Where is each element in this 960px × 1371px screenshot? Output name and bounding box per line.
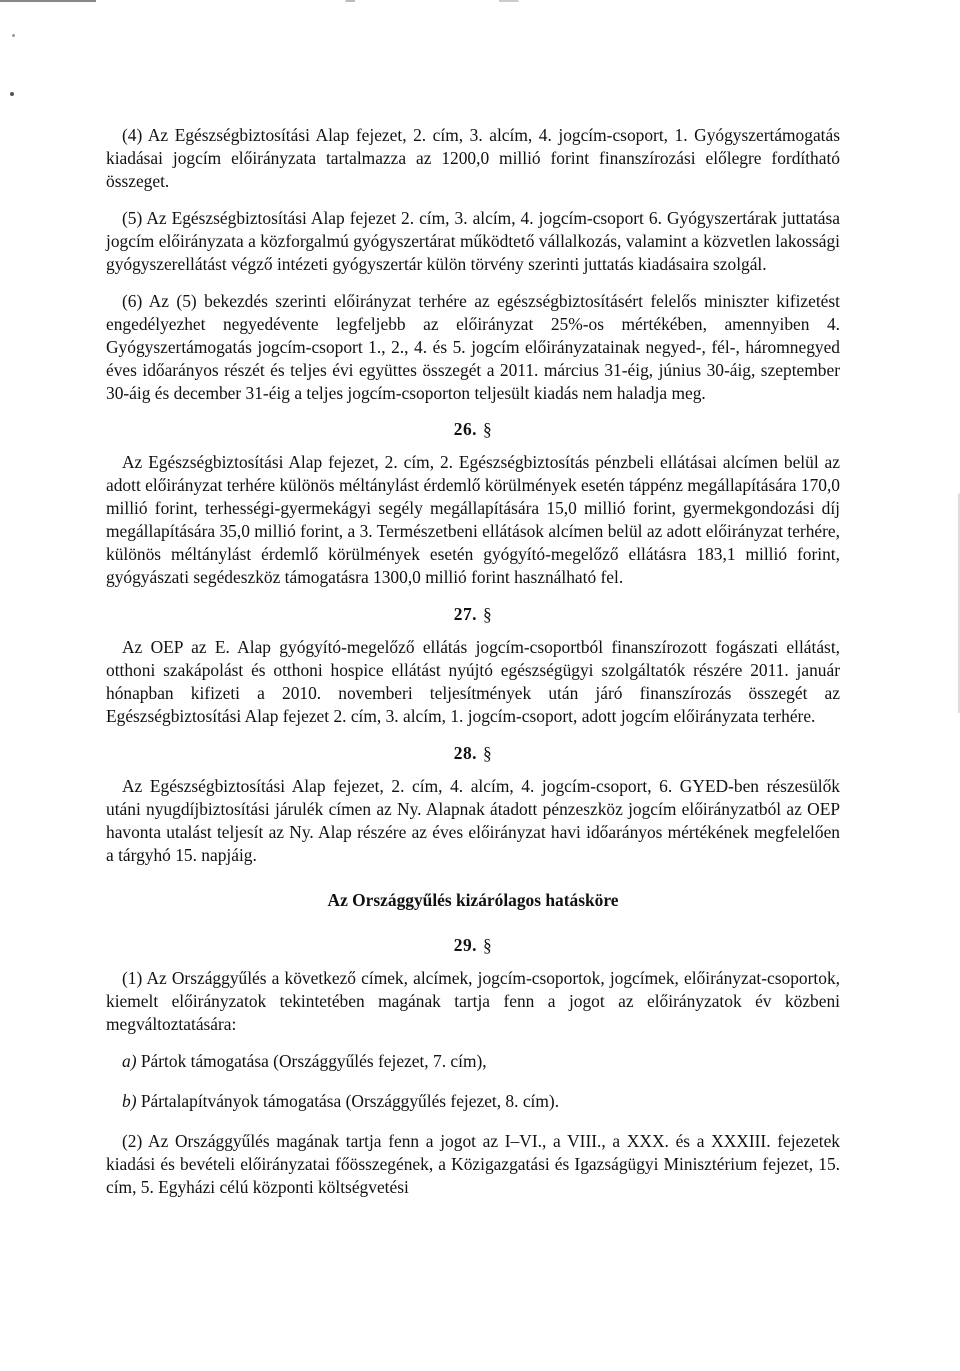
section-28-text: Az Egészségbiztosítási Alap fejezet, 2. cím, 4. alcím, 4. jogcím-csoport, 6. GYED-ben részesülők utáni nyugdíjbiztosítási járulék címen az Ny. Alapnak átadott pénzeszköz jogcím előirányzatból az OEP havonta utalást teljesít az Ny. Alap részére az éves előirányzat havi időarányos mértékének megfelelően a tárgyhó 15. napjáig. xyxy=(106,776,840,865)
list-label: a) xyxy=(122,1051,137,1071)
section-number: 28. xyxy=(453,743,478,763)
scan-top-edge xyxy=(0,0,960,2)
section-29-number xyxy=(106,934,840,957)
document-page xyxy=(106,124,840,1213)
section-number: 26. xyxy=(453,419,478,439)
section-29-paragraph-2: (2) Az Országgyűlés magának tartja fenn a jogot az I–VI., a VIII., a XXX. és a XXXIII. fejezetek kiadási és bevételi előirányzatai főösszegének, a Közigazgatási és Igazságügyi Minisztérium fejezet, 15. cím, 5. Egyházi célú központi költségvetési xyxy=(106,1131,840,1197)
section-29-paragraph-1: (1) Az Országgyűlés a következő címek, alcímek, jogcím-csoportok, jogcímek, előirányzat-csoportok, kiemelt előirányzatok tekintetében magának tartja fenn a jogot az előirányzatok év közbeni megváltoztatására: xyxy=(106,968,840,1034)
list-item-a xyxy=(106,1050,840,1073)
section-28-number xyxy=(106,742,840,765)
section-27-text: Az OEP az E. Alap gyógyító-megelőző ellátás jogcím-csoportból finanszírozott fogászati ellátást, otthoni szakápolást és otthoni hospice ellátást nyújtó egészségügyi szolgáltatók részére 2011. január hónapban kifizeti a 2010. novemberi teljesítmények után járó finanszírozás összegét az Egészségbiztosítási Alap fejezet 2. cím, 3. alcím, 1. jogcím-csoport, adott jogcím előirányzata terhére. xyxy=(106,637,840,726)
scan-dot xyxy=(10,92,14,96)
section-symbol: § xyxy=(483,604,493,624)
scan-speck xyxy=(12,34,15,37)
list-label: b) xyxy=(122,1091,137,1111)
list-text: Pártalapítványok támogatása (Országgyűlés fejezet, 8. cím). xyxy=(140,1091,560,1111)
list-item-b xyxy=(106,1090,840,1113)
section-26-text: Az Egészségbiztosítási Alap fejezet, 2. cím, 2. Egészségbiztosítás pénzbeli ellátásai alcímen belül az adott előirányzat terhére különös méltánylást érdemlő körülmények esetén táppénz megállapítására 170,0 millió forint, terhességi-gyermekágyi segély megállapítására 15,0 millió forint, gyermekgondozási díj megállapítására 35,0 millió forint, a 3. Természetbeni ellátások alcímen belül az adott előirányzat terhére, különös méltánylást érdemlő körülmények esetén gyógyító-megelőző ellátásra 183,1 millió forint, gyógyászati segédeszköz támogatásra 1300,0 millió forint használható fel. xyxy=(106,452,840,587)
section-symbol: § xyxy=(483,419,493,439)
section-number: 27. xyxy=(453,604,478,624)
section-26-number xyxy=(106,418,840,441)
paragraph-6: (6) Az (5) bekezdés szerinti előirányzat terhére az egészségbiztosításért felelős miniszter kifizetést engedélyezhet negyedévente legfeljebb az előirányzat 25%-os mértékében, amennyiben 4. Gyógyszertámogatás jogcím-csoport 1., 2., 4. és 5. jogcím előirányzatainak negyed-, fél-, háromnegyed éves időarányos részét és teljes évi együttes összegét a 2011. március 31-éig, június 30-áig, szeptember 30-áig és december 31-éig a teljes jogcím-csoporton teljesült kiadás nem haladja meg. xyxy=(106,291,840,403)
section-number: 29. xyxy=(453,935,478,955)
section-27-number xyxy=(106,603,840,626)
section-symbol: § xyxy=(483,743,493,763)
paragraph-5: (5) Az Egészségbiztosítási Alap fejezet 2. cím, 3. alcím, 4. jogcím-csoport 6. Gyógyszertárak juttatása jogcím előirányzata a közforgalmú gyógyszertárat működtető vállalkozás, valamint a közvetlen lakossági gyógyszerellátást végző intézeti gyógyszertár külön törvény szerinti juttatás kiadásaira szolgál. xyxy=(106,208,840,274)
list-text: Pártok támogatása (Országgyűlés fejezet, 7. cím), xyxy=(140,1051,487,1071)
section-symbol: § xyxy=(483,935,493,955)
paragraph-4: (4) Az Egészségbiztosítási Alap fejezet, 2. cím, 3. alcím, 4. jogcím-csoport, 1. Gyógyszertámogatás kiadásai jogcím előirányzata tartalmazza az 1200,0 millió forint finanszírozási előlegre fordítható összeget. xyxy=(106,125,840,191)
chapter-heading: Az Országgyűlés kizárólagos hatásköre xyxy=(327,890,619,910)
